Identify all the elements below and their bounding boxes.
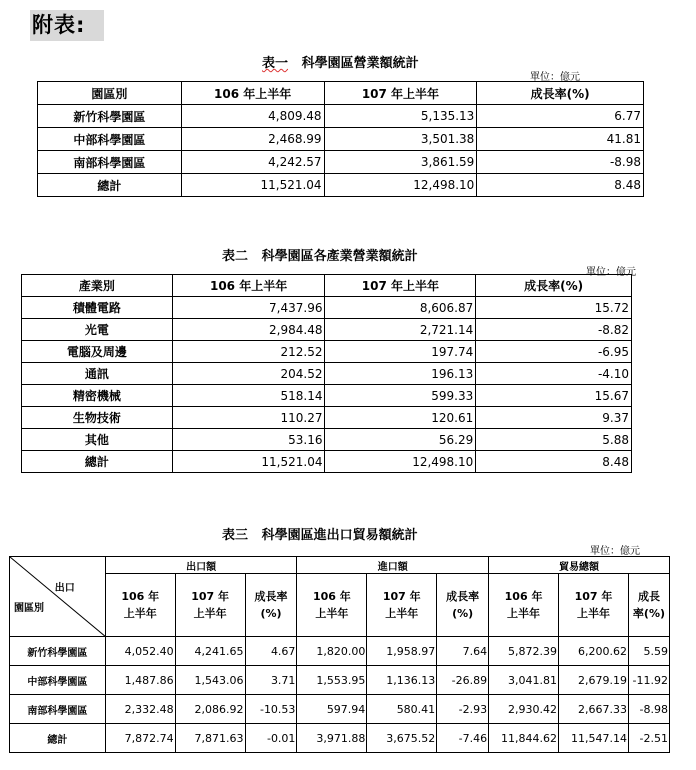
- cell-value: 8.48: [476, 451, 632, 473]
- row-label: 總計: [38, 174, 182, 197]
- table2-caption: [222, 245, 418, 264]
- table1-col-106h1: 106 年上半年: [181, 82, 324, 105]
- cell-value: 7,872.74: [105, 724, 175, 753]
- table-row: [38, 128, 644, 151]
- cell-value: 12,498.10: [325, 451, 476, 473]
- group-total-trade: 貿易總額: [489, 557, 670, 574]
- cell-value: 15.67: [476, 385, 632, 407]
- cell-value: -2.51: [628, 724, 669, 753]
- table-row: [22, 385, 632, 407]
- table2-unit: 單位：億元: [586, 267, 636, 278]
- cell-value: 4,242.57: [181, 151, 324, 174]
- sub-header: 107 年 上半年: [559, 574, 629, 637]
- table2-col-growth: 成長率(%): [476, 275, 632, 297]
- cell-value: 41.81: [477, 128, 644, 151]
- table-row: [22, 407, 632, 429]
- table-row: [22, 297, 632, 319]
- cell-value: 56.29: [325, 429, 476, 451]
- cell-value: 3,861.59: [324, 151, 477, 174]
- row-label: 生物技術: [22, 407, 173, 429]
- table2-col-107h1: 107 年上半年: [325, 275, 476, 297]
- cell-value: 1,958.97: [367, 637, 437, 666]
- cell-value: 3.71: [245, 666, 297, 695]
- table1-caption-title: 科學園區營業額統計: [301, 56, 419, 71]
- table3-corner-cell: [10, 557, 106, 637]
- sub-header: 107 年 上半年: [175, 574, 245, 637]
- table1-col-growth: 成長率(%): [477, 82, 644, 105]
- cell-value: 4,052.40: [105, 637, 175, 666]
- cell-value: 2,468.99: [181, 128, 324, 151]
- cell-value: 11,844.62: [489, 724, 559, 753]
- table3-group-header-row: [10, 557, 670, 574]
- table1-header-row: [38, 82, 644, 105]
- cell-value: 7.64: [437, 637, 489, 666]
- cell-value: 4,241.65: [175, 637, 245, 666]
- cell-value: 580.41: [367, 695, 437, 724]
- cell-value: -11.92: [628, 666, 669, 695]
- cell-value: 597.94: [297, 695, 367, 724]
- cell-value: 11,547.14: [559, 724, 629, 753]
- cell-value: 2,930.42: [489, 695, 559, 724]
- cell-value: -0.01: [245, 724, 297, 753]
- cell-value: 8,606.87: [325, 297, 476, 319]
- cell-value: 120.61: [325, 407, 476, 429]
- cell-value: 5,135.13: [324, 105, 477, 128]
- table3-sub-header-row: [10, 574, 670, 637]
- cell-value: 12,498.10: [324, 174, 477, 197]
- cell-value: 5,872.39: [489, 637, 559, 666]
- cell-value: 1,136.13: [367, 666, 437, 695]
- cell-value: 11,521.04: [172, 451, 325, 473]
- appendix-heading: 附表:: [30, 10, 104, 41]
- table2-col-106h1: 106 年上半年: [172, 275, 325, 297]
- cell-value: 1,487.86: [105, 666, 175, 695]
- row-label: 南部科學園區: [10, 695, 106, 724]
- cell-value: 3,675.52: [367, 724, 437, 753]
- cell-value: -8.98: [477, 151, 644, 174]
- cell-value: -7.46: [437, 724, 489, 753]
- sub-header: 106 年 上半年: [105, 574, 175, 637]
- cell-value: 4,809.48: [181, 105, 324, 128]
- cell-value: 3,971.88: [297, 724, 367, 753]
- cell-value: 1,553.95: [297, 666, 367, 695]
- table2-caption-title: 科學園區各產業營業額統計: [261, 249, 418, 264]
- table3-caption-label: 表三: [222, 528, 249, 543]
- table-row: [22, 363, 632, 385]
- row-label: 精密機械: [22, 385, 173, 407]
- cell-value: 204.52: [172, 363, 325, 385]
- table3-trade: [9, 556, 670, 753]
- group-import: 進口額: [297, 557, 489, 574]
- cell-value: 212.52: [172, 341, 325, 363]
- cell-value: 2,679.19: [559, 666, 629, 695]
- cell-value: 5.88: [476, 429, 632, 451]
- cell-value: 518.14: [172, 385, 325, 407]
- corner-bottom-label: 園區別: [14, 603, 44, 614]
- row-label: 光電: [22, 319, 173, 341]
- cell-value: 2,667.33: [559, 695, 629, 724]
- sub-header: 成長率 (%): [437, 574, 489, 637]
- cell-value: 4.67: [245, 637, 297, 666]
- table1-col-park: 園區別: [38, 82, 182, 105]
- cell-value: 7,871.63: [175, 724, 245, 753]
- cell-value: 1,820.00: [297, 637, 367, 666]
- table2-industry-revenue: [21, 274, 632, 473]
- table3-caption-title: 科學園區進出口貿易額統計: [261, 528, 418, 543]
- cell-value: 2,721.14: [325, 319, 476, 341]
- row-label: 積體電路: [22, 297, 173, 319]
- sub-header: 成長率 (%): [245, 574, 297, 637]
- row-label: 電腦及周邊: [22, 341, 173, 363]
- cell-value: 1,543.06: [175, 666, 245, 695]
- sub-header: 106 年 上半年: [297, 574, 367, 637]
- row-label: 通訊: [22, 363, 173, 385]
- table1-unit: 單位：億元: [530, 72, 580, 83]
- cell-value: 7,437.96: [172, 297, 325, 319]
- table-row: [10, 695, 670, 724]
- table1-col-107h1: 107 年上半年: [324, 82, 477, 105]
- cell-value: 53.16: [172, 429, 325, 451]
- cell-value: -26.89: [437, 666, 489, 695]
- cell-value: -2.93: [437, 695, 489, 724]
- table1-caption-label: 表一: [262, 56, 289, 71]
- table1-park-revenue: [37, 81, 644, 197]
- cell-value: 2,332.48: [105, 695, 175, 724]
- cell-value: 8.48: [477, 174, 644, 197]
- row-label: 其他: [22, 429, 173, 451]
- table-row: [38, 105, 644, 128]
- cell-value: -6.95: [476, 341, 632, 363]
- cell-value: 3,041.81: [489, 666, 559, 695]
- sub-header: 成長 率(%): [628, 574, 669, 637]
- table1-caption: [262, 52, 419, 71]
- cell-value: 599.33: [325, 385, 476, 407]
- table-row: [10, 637, 670, 666]
- cell-value: -4.10: [476, 363, 632, 385]
- table2-caption-label: 表二: [222, 249, 249, 264]
- sub-header: 107 年 上半年: [367, 574, 437, 637]
- row-label: 總計: [10, 724, 106, 753]
- table-row: [38, 151, 644, 174]
- cell-value: 9.37: [476, 407, 632, 429]
- table3-caption: [222, 524, 418, 543]
- cell-value: -8.98: [628, 695, 669, 724]
- row-label: 新竹科學園區: [10, 637, 106, 666]
- table-row-total: [22, 451, 632, 473]
- row-label: 中部科學園區: [38, 128, 182, 151]
- cell-value: 6,200.62: [559, 637, 629, 666]
- row-label: 中部科學園區: [10, 666, 106, 695]
- cell-value: 110.27: [172, 407, 325, 429]
- sub-header: 106 年 上半年: [489, 574, 559, 637]
- table-row: [10, 666, 670, 695]
- cell-value: 11,521.04: [181, 174, 324, 197]
- cell-value: 197.74: [325, 341, 476, 363]
- cell-value: 5.59: [628, 637, 669, 666]
- row-label: 南部科學園區: [38, 151, 182, 174]
- table2-header-row: [22, 275, 632, 297]
- table2-col-industry: 產業別: [22, 275, 173, 297]
- corner-top-label: 出口: [54, 583, 75, 594]
- row-label: 總計: [22, 451, 173, 473]
- row-label: 新竹科學園區: [38, 105, 182, 128]
- cell-value: 15.72: [476, 297, 632, 319]
- table-row: [22, 319, 632, 341]
- cell-value: 3,501.38: [324, 128, 477, 151]
- table-row: [22, 429, 632, 451]
- cell-value: -8.82: [476, 319, 632, 341]
- cell-value: 6.77: [477, 105, 644, 128]
- table-row-total: [10, 724, 670, 753]
- cell-value: 196.13: [325, 363, 476, 385]
- table3-unit: 單位：億元: [590, 546, 640, 557]
- group-export: 出口額: [105, 557, 297, 574]
- cell-value: 2,086.92: [175, 695, 245, 724]
- table-row: [22, 341, 632, 363]
- table-row-total: [38, 174, 644, 197]
- cell-value: -10.53: [245, 695, 297, 724]
- cell-value: 2,984.48: [172, 319, 325, 341]
